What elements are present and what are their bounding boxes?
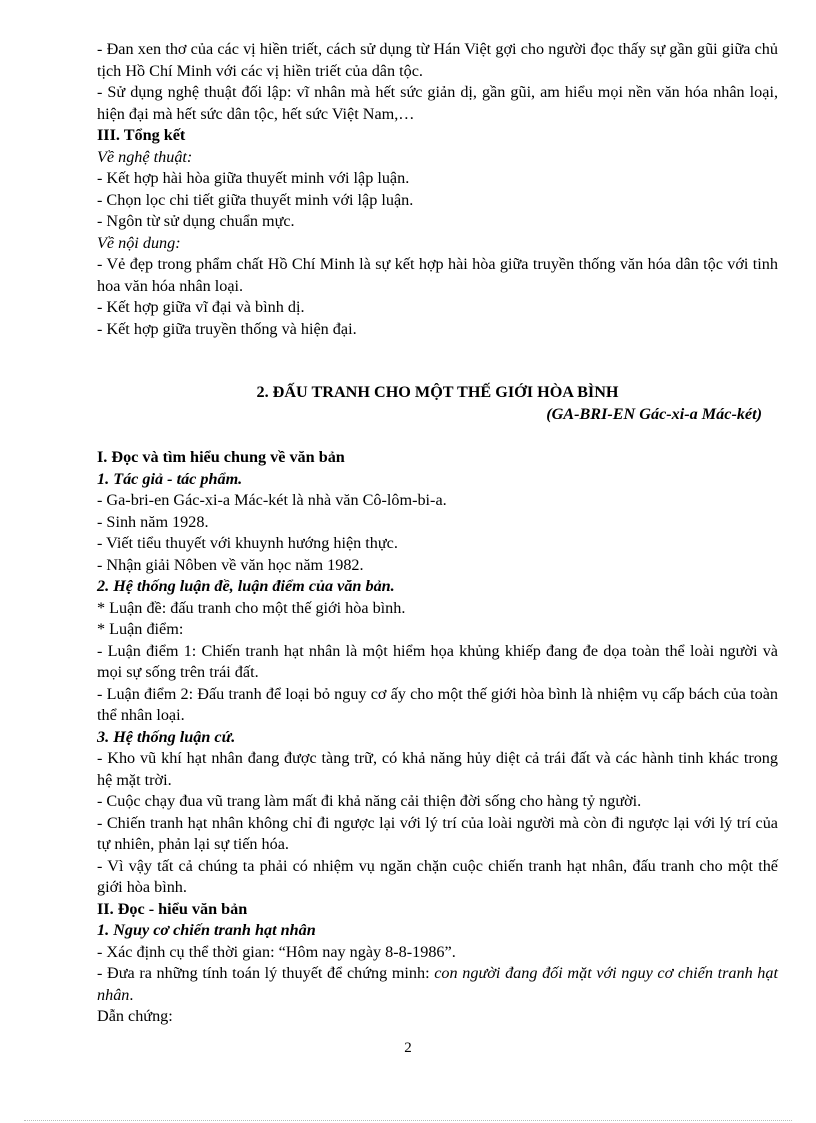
label-art: Về nghệ thuật: <box>97 147 193 166</box>
heading-section-2: II. Đọc - hiểu văn bản <box>97 899 248 918</box>
lesson-title: 2. ĐẤU TRANH CHO MỘT THẾ GIỚI HÒA BÌNH <box>256 383 619 401</box>
list-item: - Luận điểm 2: Đấu tranh để loại bỏ nguy cơ ấy cho một thế giới hòa bình là nhiệm vụ cấp bách của toàn thể nhân loại. <box>97 684 778 724</box>
lesson-author: (GA-BRI-EN Gác-xi-a Mác-két) <box>546 404 762 423</box>
page-divider <box>24 1120 792 1121</box>
item-emphasis: con người đang đối mặt với nguy cơ chiến tranh hạt nhân <box>97 964 778 1004</box>
list-item: - Ngôn từ sử dụng chuẩn mực. <box>97 212 295 230</box>
subheading-nuclear-risk: 1. Nguy cơ chiến tranh hạt nhân <box>97 921 316 939</box>
list-item: - Cuộc chạy đua vũ trang làm mất đi khả năng cải thiện đời sống cho hàng tỷ người. <box>97 792 642 810</box>
list-item: - Vì vậy tất cả chúng ta phải có nhiệm vụ ngăn chặn cuộc chiến tranh hạt nhân, đấu tranh cho một thế giới hòa bình. <box>97 856 778 896</box>
list-item: - Kết hợp hài hòa giữa thuyết minh với lập luận. <box>97 169 410 187</box>
heading-tong-ket: III. Tổng kết <box>97 126 186 144</box>
document-page <box>97 39 778 1028</box>
item-prefix: - Đưa ra những tính toán lý thuyết để chứng minh: <box>97 964 435 982</box>
subheading-arguments: 3. Hệ thống luận cứ. <box>97 727 236 746</box>
list-item: - Viết tiểu thuyết với khuynh hướng hiện thực. <box>97 534 398 552</box>
paragraph-poetry: - Đan xen thơ của các vị hiền triết, cách sử dụng từ Hán Việt gợi cho người đọc thấy sự gần gũi giữa chủ tịch Hồ Chí Minh với các vị hiền triết của dân tộc. <box>97 40 778 80</box>
list-item: * Luận điểm: <box>97 620 184 638</box>
list-item: - Chiến tranh hạt nhân không chỉ đi ngược lại với lý trí của loài người mà còn đi ngược lại với lý trí của tự nhiên, phản lại sự tiến hóa. <box>97 813 778 853</box>
list-item: - Chọn lọc chi tiết giữa thuyết minh với lập luận. <box>97 190 414 209</box>
paragraph-contrast: - Sử dụng nghệ thuật đối lập: vĩ nhân mà hết sức giản dị, gần gũi, am hiểu mọi nền văn hóa nhân loại, hiện đại mà hết sức dân tộc, hết sức Việt Nam,… <box>97 83 778 123</box>
subheading-thesis: 2. Hệ thống luận đề, luận điểm của văn bản. <box>97 577 395 595</box>
list-item: - Ga-bri-en Gác-xi-a Mác-két là nhà văn Cô-lôm-bi-a. <box>97 491 447 509</box>
item-suffix: . <box>129 985 134 1004</box>
list-item: - Nhận giải Nôben về văn học năm 1982. <box>97 555 364 574</box>
list-item: * Luận đề: đấu tranh cho một thế giới hòa bình. <box>97 598 406 617</box>
list-item: - Kho vũ khí hạt nhân đang được tàng trữ, có khả năng hủy diệt cả trái đất và các hành tinh khác trong hệ mặt trời. <box>97 749 778 789</box>
subheading-author-work: 1. Tác giả - tác phẩm. <box>97 469 243 488</box>
list-item <box>97 963 778 1006</box>
label-content: Về nội dung: <box>97 233 181 252</box>
heading-section-1: I. Đọc và tìm hiểu chung về văn bản <box>97 448 345 466</box>
list-item: - Xác định cụ thể thời gian: “Hôm nay ngày 8-8-1986”. <box>97 942 456 961</box>
evidence-label: Dẫn chứng: <box>97 1007 173 1025</box>
page-number: 2 <box>404 1040 412 1056</box>
list-item: - Kết hợp giữa vĩ đại và bình dị. <box>97 298 305 316</box>
list-item: - Sinh năm 1928. <box>97 512 209 531</box>
list-item: - Vẻ đẹp trong phẩm chất Hồ Chí Minh là sự kết hợp hài hòa giữa truyền thống văn hóa dân tộc với tinh hoa văn hóa nhân loại. <box>97 255 778 295</box>
list-item: - Luận điểm 1: Chiến tranh hạt nhân là một hiểm họa khủng khiếp đang đe dọa toàn thể loài người và mọi sự sống trên trái đất. <box>97 641 778 681</box>
list-item: - Kết hợp giữa truyền thống và hiện đại. <box>97 319 357 338</box>
